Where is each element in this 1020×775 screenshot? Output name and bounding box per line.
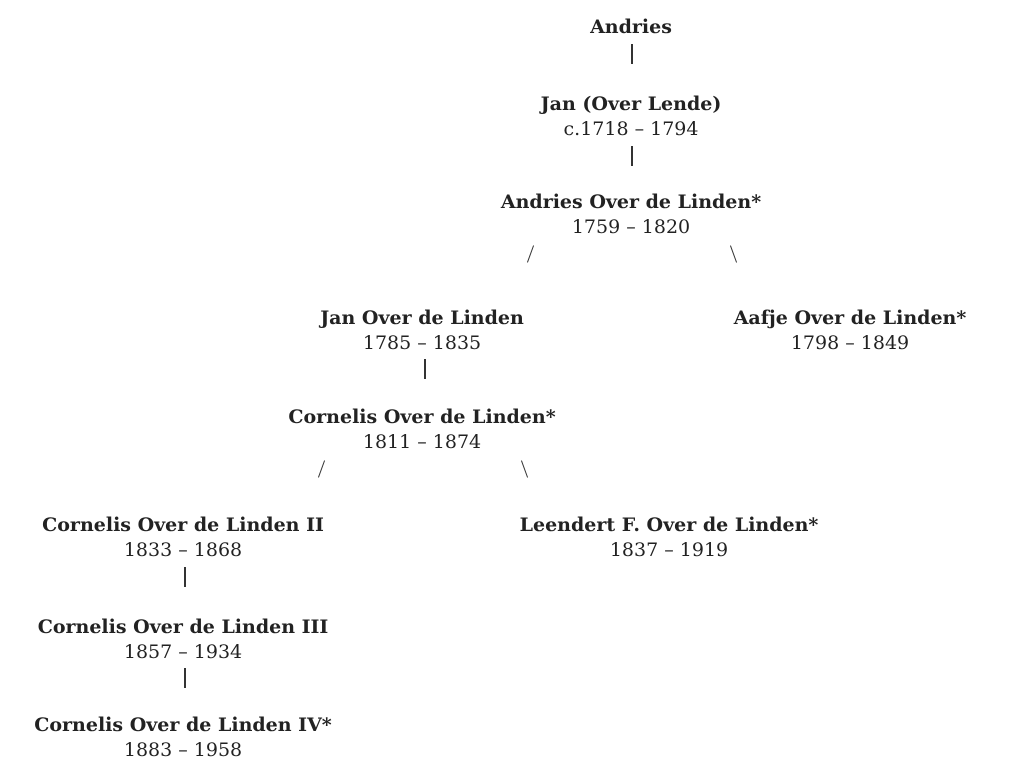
connector-branch-left (318, 460, 325, 477)
person-name: Leendert F. Over de Linden* (519, 514, 819, 536)
person-dates: 1883 – 1958 (123, 739, 243, 761)
person-andries-over-de-linden (501, 190, 761, 240)
connector-vertical (184, 668, 186, 688)
person-name: Cornelis Over de Linden III (37, 616, 329, 638)
connector-branch-right (730, 245, 737, 262)
person-name: Andries Over de Linden* (500, 191, 762, 213)
person-dates: 1857 – 1934 (123, 641, 243, 663)
person-andries (590, 15, 672, 40)
person-cornelis-over-de-linden-iv (34, 713, 332, 763)
person-dates: 1837 – 1919 (609, 539, 729, 561)
connector-branch-left (527, 245, 534, 262)
person-name: Cornelis Over de Linden IV* (34, 714, 332, 736)
connector-vertical (631, 146, 633, 166)
person-dates: c.1718 – 1794 (563, 118, 699, 140)
connector-vertical (184, 567, 186, 587)
person-name: Cornelis Over de Linden* (288, 406, 556, 428)
person-name: Aafje Over de Linden* (733, 307, 967, 329)
person-leendert-over-de-linden (520, 513, 819, 563)
connector-vertical (631, 44, 633, 64)
connector-vertical (424, 359, 426, 379)
person-cornelis-over-de-linden-iii (38, 615, 329, 665)
person-name: Jan (Over Lende) (540, 93, 722, 115)
person-dates: 1833 – 1868 (123, 539, 243, 561)
person-dates: 1811 – 1874 (362, 431, 482, 453)
person-cornelis-over-de-linden-ii (42, 513, 324, 563)
person-dates: 1798 – 1849 (790, 332, 910, 354)
person-name: Andries (590, 16, 672, 38)
person-dates: 1785 – 1835 (362, 332, 482, 354)
person-dates: 1759 – 1820 (571, 216, 691, 238)
person-jan-over-lende (541, 92, 722, 142)
person-name: Jan Over de Linden (320, 307, 524, 329)
person-cornelis-over-de-linden (288, 405, 555, 455)
person-name: Cornelis Over de Linden II (42, 514, 324, 536)
person-aafje-over-de-linden (734, 306, 967, 356)
connector-branch-right (521, 460, 528, 477)
person-jan-over-de-linden (320, 306, 524, 356)
